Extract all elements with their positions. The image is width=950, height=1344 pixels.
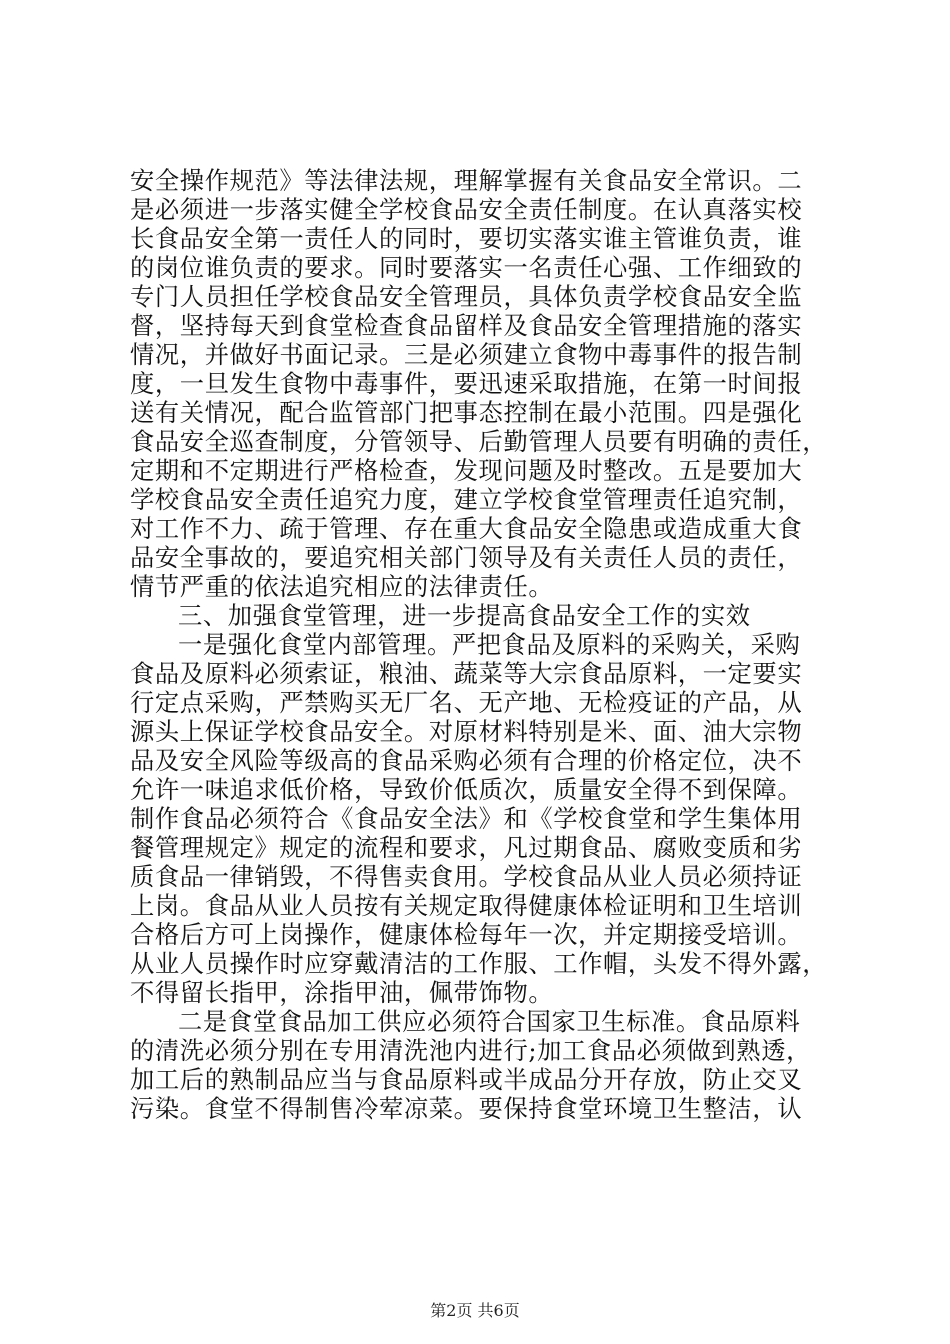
text-line: 督，坚持每天到食堂检查食品留样及食品安全管理措施的落实 xyxy=(130,311,803,340)
text-line: 质食品一律销毁，不得售卖食用。学校食品从业人员必须持证 xyxy=(130,862,803,891)
text-line: 食品及原料必须索证，粮油、蔬菜等大宗食品原料，一定要实 xyxy=(130,659,803,688)
paragraph-start-line: 二是食堂食品加工供应必须符合国家卫生标准。食品原料 xyxy=(178,1007,801,1036)
text-line: 合格后方可上岗操作，健康体检每年一次，并定期接受培训。 xyxy=(130,920,803,949)
text-line: 品安全事故的，要追究相关部门领导及有关责任人员的责任， xyxy=(130,543,803,572)
text-line: 情节严重的依法追究相应的法律责任。 xyxy=(130,572,554,601)
text-line: 品及安全风险等级高的食品采购必须有合理的价格定位，决不 xyxy=(130,746,803,775)
text-line: 行定点采购，严禁购买无厂名、无产地、无检疫证的产品，从 xyxy=(130,688,803,717)
page-number-footer: 第2页 共6页 xyxy=(430,1301,520,1320)
text-line: 对工作不力、疏于管理、存在重大食品安全隐患或造成重大食 xyxy=(130,514,803,543)
text-line: 送有关情况，配合监管部门把事态控制在最小范围。四是强化 xyxy=(130,398,803,427)
text-line: 从业人员操作时应穿戴清洁的工作服、工作帽，头发不得外露， xyxy=(130,949,828,978)
text-line: 安全操作规范》等法律法规，理解掌握有关食品安全常识。二 xyxy=(130,166,803,195)
text-line: 专门人员担任学校食品安全管理员，具体负责学校食品安全监 xyxy=(130,282,803,311)
section-heading: 三、加强食堂管理，进一步提高食品安全工作的实效 xyxy=(178,601,751,630)
text-line: 上岗。食品从业人员按有关规定取得健康体检证明和卫生培训 xyxy=(130,891,803,920)
text-line: 餐管理规定》规定的流程和要求，凡过期食品、腐败变质和劣 xyxy=(130,833,803,862)
text-line: 制作食品必须符合《食品安全法》和《学校食堂和学生集体用 xyxy=(130,804,803,833)
text-line: 源头上保证学校食品安全。对原材料特别是米、面、油大宗物 xyxy=(130,717,803,746)
paragraph-start-line: 一是强化食堂内部管理。严把食品及原料的采购关，采购 xyxy=(178,630,801,659)
text-line: 定期和不定期进行严格检查，发现问题及时整改。五是要加大 xyxy=(130,456,803,485)
text-line: 的清洗必须分别在专用清洗池内进行;加工食品必须做到熟透， xyxy=(130,1036,811,1065)
text-line: 不得留长指甲，涂指甲油，佩带饰物。 xyxy=(130,978,554,1007)
text-line: 学校食品安全责任追究力度，建立学校食堂管理责任追究制， xyxy=(130,485,803,514)
text-line: 食品安全巡查制度，分管领导、后勤管理人员要有明确的责任， xyxy=(130,427,828,456)
text-line: 长食品安全第一责任人的同时，要切实落实谁主管谁负责，谁 xyxy=(130,224,803,253)
text-line: 的岗位谁负责的要求。同时要落实一名责任心强、工作细致的 xyxy=(130,253,803,282)
text-line: 是必须进一步落实健全学校食品安全责任制度。在认真落实校 xyxy=(130,195,803,224)
text-line: 情况，并做好书面记录。三是必须建立食物中毒事件的报告制 xyxy=(130,340,803,369)
document-body xyxy=(130,166,830,1123)
text-line: 加工后的熟制品应当与食品原料或半成品分开存放，防止交叉 xyxy=(130,1065,803,1094)
text-line: 污染。食堂不得制售冷荤凉菜。要保持食堂环境卫生整洁，认 xyxy=(130,1094,803,1123)
text-line: 允许一味追求低价格，导致价低质次，质量安全得不到保障。 xyxy=(130,775,803,804)
text-line: 度，一旦发生食物中毒事件，要迅速采取措施，在第一时间报 xyxy=(130,369,803,398)
